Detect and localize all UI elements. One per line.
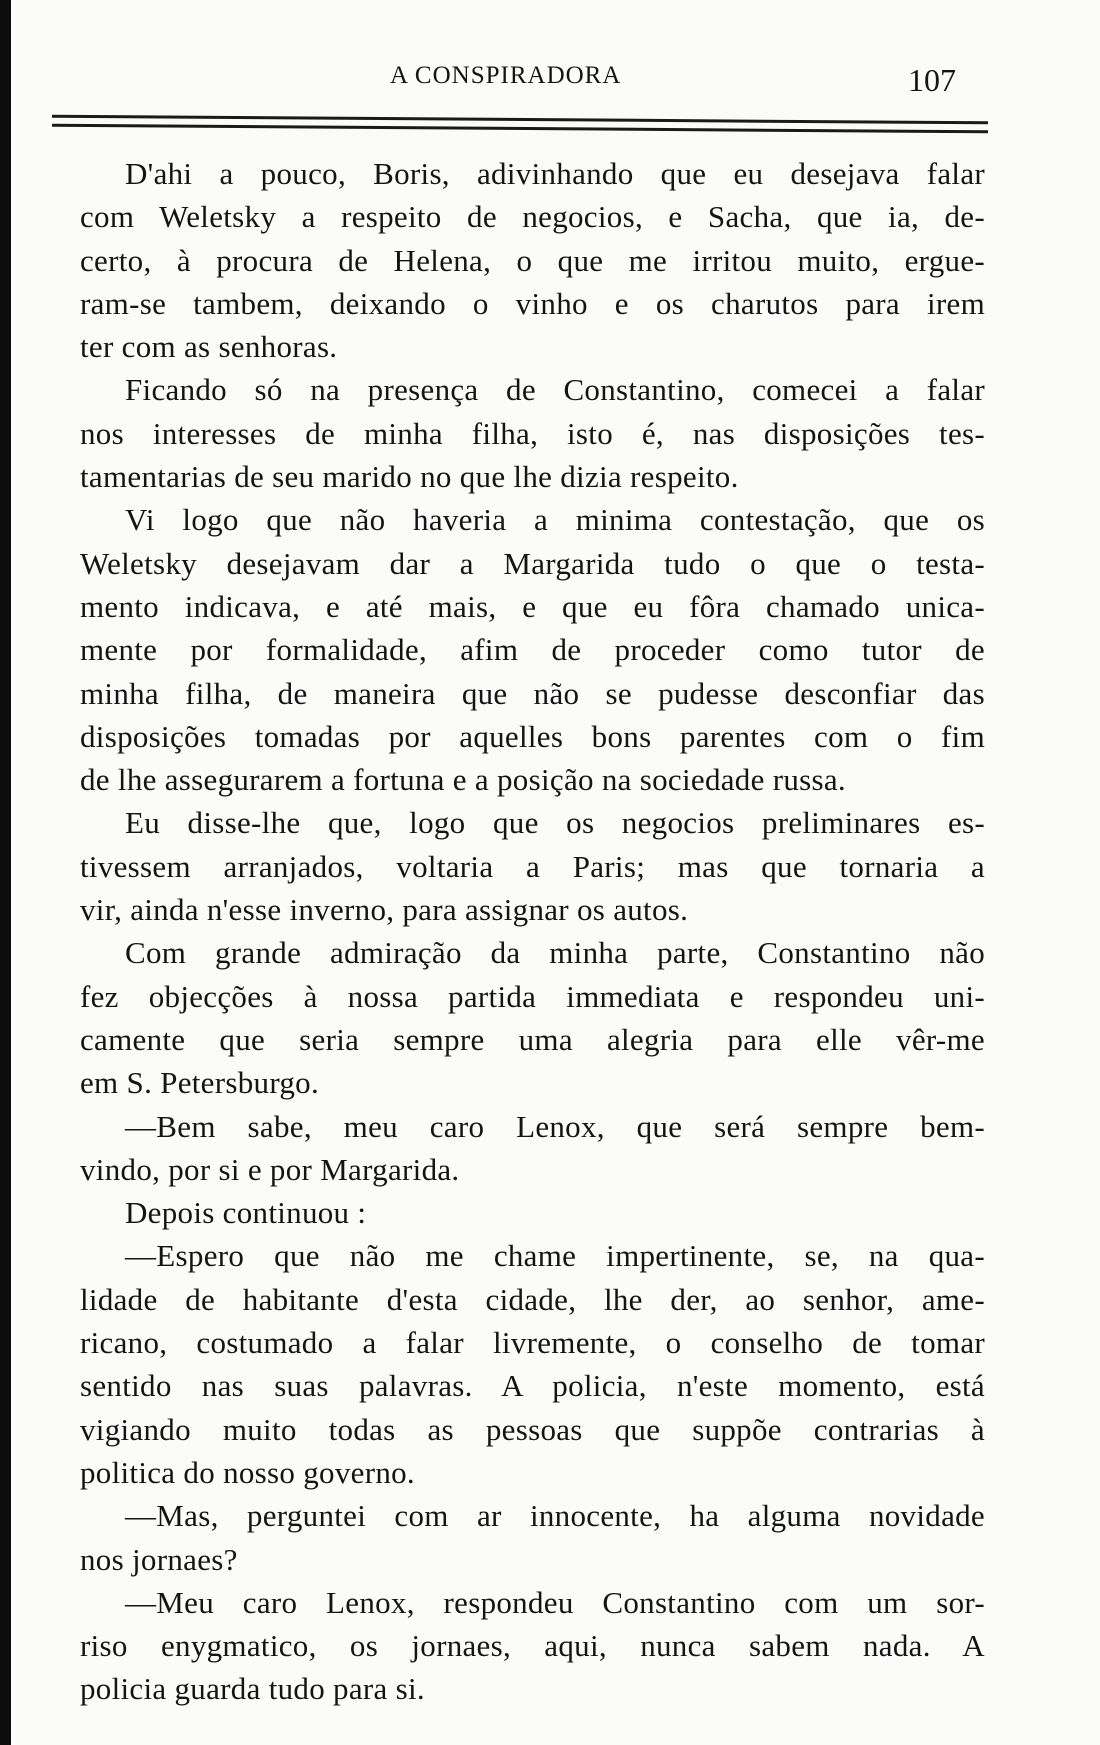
- header-rule: [52, 115, 988, 125]
- paragraph: [80, 931, 985, 1104]
- text-line: minha filha, de maneira que não se pudesse desconfiar das: [80, 675, 985, 711]
- text-line: D'ahi a pouco, Boris, adivinhando que eu desejava falar: [125, 156, 985, 191]
- text-line: de lhe assegurarem a fortuna e a posição na sociedade russa.: [80, 762, 846, 798]
- text-line: riso enygmatico, os jornaes, aqui, nunca sabem nada. A: [80, 1628, 985, 1664]
- header-rule: [52, 124, 988, 134]
- text-line: vir, ainda n'esse inverno, para assignar os autos.: [80, 892, 689, 928]
- text-line: em S. Petersburgo.: [80, 1065, 320, 1101]
- scan-edge: [0, 0, 11, 1745]
- text-line: mente por formalidade, afim de proceder como tutor de: [80, 632, 985, 668]
- paragraph: [80, 152, 985, 368]
- text-line: lidade de habitante d'esta cidade, lhe der, ao senhor, ame-: [80, 1281, 985, 1317]
- text-line: Depois continuou :: [125, 1195, 367, 1231]
- running-header: A CONSPIRADORA: [390, 62, 622, 89]
- text-line: com Weletsky a respeito de negocios, e Sacha, que ia, de-: [80, 199, 985, 235]
- text-line: ter com as senhoras.: [80, 329, 338, 365]
- text-line: nos interesses de minha filha, isto é, nas disposições tes-: [80, 415, 985, 451]
- text-line: vindo, por si e por Margarida.: [80, 1151, 460, 1187]
- text-line: ricano, costumado a falar livremente, o conselho de tomar: [80, 1325, 985, 1361]
- text-line: Eu disse-lhe que, logo que os negocios preliminares es-: [125, 805, 985, 841]
- page-number: 107: [908, 62, 956, 98]
- paragraph: [80, 1581, 985, 1711]
- paragraph: [80, 1191, 985, 1234]
- text-line: Com grande admiração da minha parte, Constantino não: [125, 935, 985, 971]
- text-line: nos jornaes?: [80, 1541, 238, 1577]
- text-line: tamentarias de seu marido no que lhe dizia respeito.: [80, 459, 739, 495]
- paragraph: [80, 368, 985, 498]
- text-line: fez objecções à nossa partida immediata e respondeu uni-: [80, 978, 985, 1014]
- text-line: politica do nosso governo.: [80, 1454, 415, 1490]
- text-line: ram-se tambem, deixando o vinho e os charutos para irem: [80, 285, 985, 321]
- paragraph: [80, 498, 985, 801]
- text-line: tivessem arranjados, voltaria a Paris; mas que tornaria a: [80, 848, 985, 884]
- paragraph: [80, 1494, 985, 1581]
- text-line: Ficando só na presença de Constantino, comecei a falar: [125, 372, 985, 408]
- text-line: Vi logo que não haveria a minima contestação, que os: [125, 502, 985, 538]
- body-text: [80, 152, 985, 1711]
- text-line: mento indicava, e até mais, e que eu fôra chamado unica-: [80, 588, 985, 624]
- paragraph: [80, 1105, 985, 1192]
- text-line: disposições tomadas por aquelles bons parentes com o fim: [80, 718, 985, 754]
- text-line: —Bem sabe, meu caro Lenox, que será sempre bem-: [125, 1108, 985, 1144]
- text-line: —Mas, perguntei com ar innocente, ha alguma novidade: [125, 1498, 985, 1534]
- paragraph: [80, 1234, 985, 1494]
- text-line: —Espero que não me chame impertinente, se, na qua-: [125, 1238, 985, 1274]
- text-line: policia guarda tudo para si.: [80, 1671, 425, 1707]
- text-line: certo, à procura de Helena, o que me irritou muito, ergue-: [80, 242, 985, 278]
- text-line: camente que seria sempre uma alegria para elle vêr-me: [80, 1021, 985, 1057]
- text-line: Weletsky desejavam dar a Margarida tudo o que o testa-: [80, 545, 985, 581]
- text-line: sentido nas suas palavras. A policia, n'este momento, está: [80, 1368, 985, 1404]
- text-line: —Meu caro Lenox, respondeu Constantino com um sor-: [125, 1584, 985, 1620]
- paragraph: [80, 801, 985, 931]
- text-line: vigiando muito todas as pessoas que suppõe contrarias à: [80, 1411, 985, 1447]
